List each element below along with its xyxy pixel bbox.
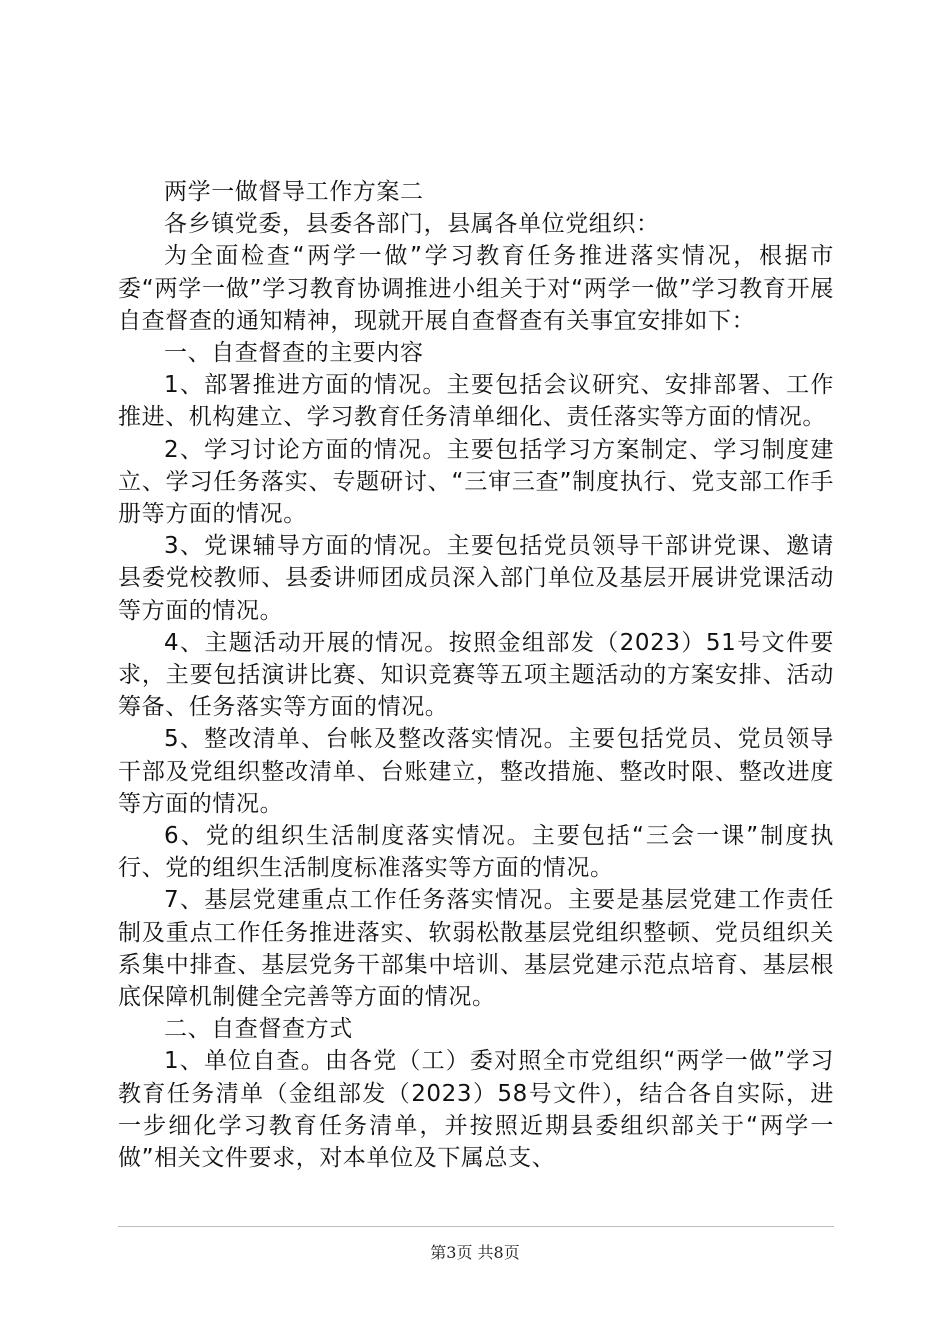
content-item-4: 4、主题活动开展的情况。按照金组部发（2023）51号文件要求，主要包括演讲比赛、知识竞赛等五项主题活动的方案安排、活动筹备、任务落实等方面的情况。	[118, 629, 834, 721]
page-number-footer: 第3页 共8页	[430, 1243, 520, 1262]
content-item-6: 6、党的组织生活制度落实情况。主要包括“三会一课”制度执行、党的组织生活制度标准落实等方面的情况。	[118, 823, 834, 882]
content-item-3: 3、党课辅导方面的情况。主要包括党员领导干部讲党课、邀请县委党校教师、县委讲师团成员深入部门单位及基层开展讲党课活动等方面的情况。	[118, 533, 834, 624]
content-item-1: 1、部署推进方面的情况。主要包括会议研究、安排部署、工作推进、机构建立、学习教育任务清单细化、责任落实等方面的情况。	[118, 372, 834, 431]
document-body	[118, 176, 834, 1174]
salutation: 各乡镇党委，县委各部门，县属各单位党组织：	[164, 211, 660, 238]
section-heading-2: 二、自查督查方式	[164, 1016, 353, 1043]
footer-divider	[118, 1226, 834, 1227]
content-item-7: 7、基层党建重点工作任务落实情况。主要是基层党建工作责任制及重点工作任务推进落实、软弱松散基层党组织整顿、党员组织关系集中排查、基层党务干部集中培训、基层党建示范点培育、基层根底保障机制健全完善等方面的情况。	[118, 887, 834, 1011]
section-heading-1: 一、自查督查的主要内容	[164, 340, 424, 367]
intro-paragraph: 为全面检查“两学一做”学习教育任务推进落实情况，根据市委“两学一做”学习教育协调推进小组关于对“两学一做”学习教育开展自查督查的通知精神，现就开展自查督查有关事宜安排如下：	[118, 243, 834, 334]
method-item-1: 1、单位自查。由各党（工）委对照全市党组织“两学一做”学习教育任务清单（金组部发（2023）58号文件），结合各自实际，进一步细化学习教育任务清单，并按照近期县委组织部关于“两学一做”相关文件要求，对本单位及下属总支、	[118, 1048, 834, 1172]
document-title: 两学一做督导工作方案二	[164, 179, 424, 205]
content-item-5: 5、整改清单、台帐及整改落实情况。主要包括党员、党员领导干部及党组织整改清单、台账建立，整改措施、整改时限、整改进度等方面的情况。	[118, 726, 834, 817]
content-item-2: 2、学习讨论方面的情况。主要包括学习方案制定、学习制度建立、学习任务落实、专题研讨、“三审三查”制度执行、党支部工作手册等方面的情况。	[118, 436, 834, 528]
